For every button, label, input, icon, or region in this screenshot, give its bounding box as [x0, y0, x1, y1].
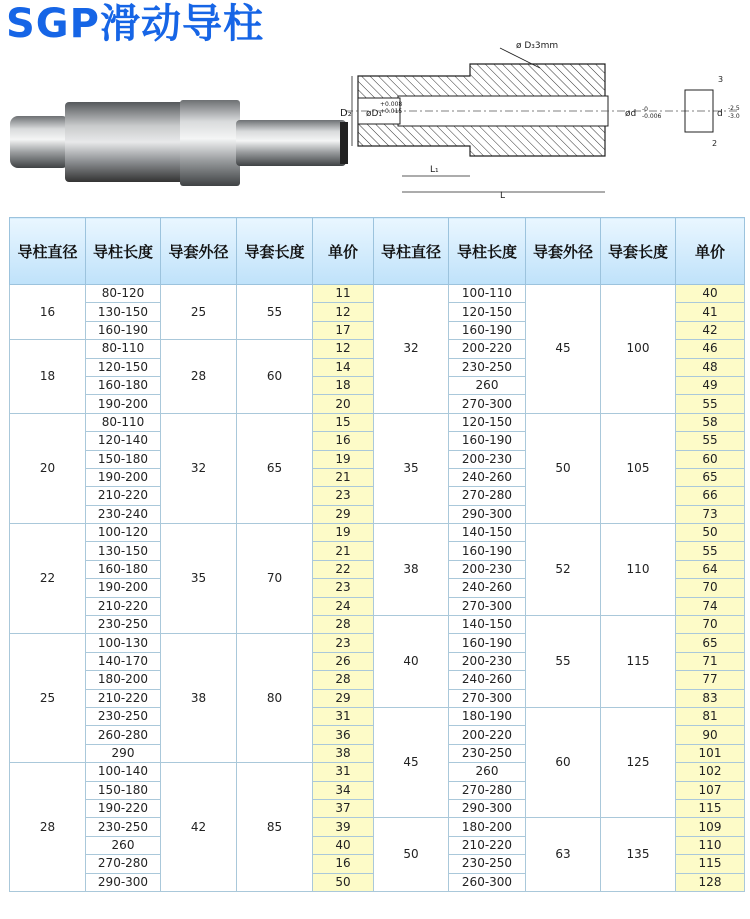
- unit-price-cell: 64: [676, 560, 745, 578]
- unit-price-cell: 101: [676, 744, 745, 762]
- pillar-length-cell: 260: [449, 376, 526, 394]
- sleeve-outer-diameter-cell: 55: [526, 616, 601, 708]
- unit-price-cell: 77: [676, 671, 745, 689]
- sleeve-length-cell: 65: [237, 413, 313, 523]
- d3-label: ø D₃3mm: [516, 41, 559, 51]
- pillar-length-cell: 160-190: [449, 321, 526, 339]
- pillar-length-cell: 190-200: [86, 395, 161, 413]
- unit-price-cell: 12: [313, 303, 374, 321]
- unit-price-cell: 60: [676, 450, 745, 468]
- table-row: [10, 285, 745, 303]
- sleeve-outer-diameter-cell: 28: [161, 340, 237, 414]
- unit-price-cell: 74: [676, 597, 745, 615]
- pillar-length-cell: 160-190: [449, 634, 526, 652]
- d-right-tol-upper: -2.5: [728, 105, 740, 112]
- col-header: 导套外径: [526, 218, 601, 285]
- unit-price-cell: 40: [313, 836, 374, 854]
- unit-price-cell: 48: [676, 358, 745, 376]
- pillar-length-cell: 290-300: [86, 873, 161, 891]
- pillar-length-cell: 100-130: [86, 634, 161, 652]
- unit-price-cell: 50: [313, 873, 374, 891]
- unit-price-cell: 41: [676, 303, 745, 321]
- table-row: [10, 413, 745, 431]
- d-tol-lower: -0.006: [642, 113, 662, 120]
- unit-price-cell: 23: [313, 579, 374, 597]
- unit-price-cell: 28: [313, 616, 374, 634]
- dim-2: 2: [712, 139, 718, 148]
- unit-price-cell: 16: [313, 432, 374, 450]
- pillar-length-cell: 260-300: [449, 873, 526, 891]
- table-row: [10, 818, 745, 836]
- unit-price-cell: 55: [676, 395, 745, 413]
- pillar-length-cell: 260: [86, 836, 161, 854]
- pillar-length-cell: 160-180: [86, 560, 161, 578]
- pillar-length-cell: 130-150: [86, 542, 161, 560]
- unit-price-cell: 16: [313, 855, 374, 873]
- pillar-length-cell: 120-150: [449, 413, 526, 431]
- pillar-diameter-cell: 20: [10, 413, 86, 523]
- col-header: 单价: [313, 218, 374, 285]
- table-row: [10, 707, 745, 725]
- pillar-length-cell: 200-220: [449, 726, 526, 744]
- pillar-diameter-cell: 16: [10, 285, 86, 340]
- pillar-length-cell: 260: [449, 763, 526, 781]
- pillar-length-cell: 120-150: [449, 303, 526, 321]
- unit-price-cell: 40: [676, 285, 745, 303]
- unit-price-cell: 18: [313, 376, 374, 394]
- sleeve-outer-diameter-cell: 38: [161, 634, 237, 763]
- unit-price-cell: 15: [313, 413, 374, 431]
- pillar-length-cell: 120-150: [86, 358, 161, 376]
- pillar-length-cell: 200-230: [449, 560, 526, 578]
- unit-price-cell: 39: [313, 818, 374, 836]
- unit-price-cell: 65: [676, 634, 745, 652]
- sleeve-outer-diameter-cell: 42: [161, 763, 237, 892]
- pillar-length-cell: 100-120: [86, 524, 161, 542]
- pillar-length-cell: 160-180: [86, 376, 161, 394]
- unit-price-cell: 31: [313, 707, 374, 725]
- sleeve-length-cell: 55: [237, 285, 313, 340]
- unit-price-cell: 73: [676, 505, 745, 523]
- sleeve-length-cell: 110: [601, 524, 676, 616]
- pillar-length-cell: 230-250: [449, 855, 526, 873]
- sleeve-outer-diameter-cell: 50: [526, 413, 601, 523]
- pillar-length-cell: 230-250: [449, 358, 526, 376]
- col-header: 导柱直径: [10, 218, 86, 285]
- unit-price-cell: 115: [676, 799, 745, 817]
- unit-price-cell: 55: [676, 432, 745, 450]
- unit-price-cell: 29: [313, 689, 374, 707]
- unit-price-cell: 26: [313, 652, 374, 670]
- unit-price-cell: 128: [676, 873, 745, 891]
- d1-tol-lower: +0.015: [380, 108, 403, 115]
- pillar-diameter-cell: 50: [374, 818, 449, 892]
- d-right-tol-lower: -3.0: [728, 113, 740, 120]
- unit-price-cell: 109: [676, 818, 745, 836]
- pillar-length-cell: 270-280: [86, 855, 161, 873]
- dim-3: 3: [718, 75, 724, 84]
- unit-price-cell: 38: [313, 744, 374, 762]
- sleeve-length-cell: 105: [601, 413, 676, 523]
- pillar-diameter-cell: 32: [374, 285, 449, 414]
- unit-price-cell: 23: [313, 634, 374, 652]
- pillar-length-cell: 160-190: [449, 542, 526, 560]
- unit-price-cell: 29: [313, 505, 374, 523]
- unit-price-cell: 81: [676, 707, 745, 725]
- sleeve-outer-diameter-cell: 45: [526, 285, 601, 414]
- page-title: SGP滑动导柱: [6, 1, 264, 47]
- unit-price-cell: 58: [676, 413, 745, 431]
- table-header-row: [10, 218, 745, 285]
- pillar-length-cell: 230-250: [86, 616, 161, 634]
- sleeve-length-cell: 135: [601, 818, 676, 892]
- pillar-diameter-cell: 28: [10, 763, 86, 892]
- pillar-length-cell: 200-230: [449, 450, 526, 468]
- unit-price-cell: 19: [313, 524, 374, 542]
- spec-table: [9, 217, 745, 892]
- col-header: 导套长度: [237, 218, 313, 285]
- guide-pillar-photo: [0, 92, 350, 192]
- unit-price-cell: 70: [676, 579, 745, 597]
- d1-label: øD₁: [366, 109, 383, 119]
- pillar-length-cell: 120-140: [86, 432, 161, 450]
- table-body: [10, 285, 745, 892]
- unit-price-cell: 20: [313, 395, 374, 413]
- pillar-length-cell: 270-300: [449, 395, 526, 413]
- pillar-diameter-cell: 18: [10, 340, 86, 414]
- pillar-length-cell: 190-200: [86, 579, 161, 597]
- d-right-label: d: [717, 109, 723, 119]
- pillar-length-cell: 100-110: [449, 285, 526, 303]
- d-label: ød: [625, 109, 637, 119]
- unit-price-cell: 110: [676, 836, 745, 854]
- l1-label: L₁: [430, 165, 439, 175]
- technical-drawing: [340, 38, 750, 208]
- pillar-length-cell: 210-220: [86, 689, 161, 707]
- sleeve-outer-diameter-cell: 35: [161, 524, 237, 634]
- pillar-length-cell: 240-260: [449, 468, 526, 486]
- pillar-diameter-cell: 40: [374, 616, 449, 708]
- pillar-length-cell: 140-150: [449, 524, 526, 542]
- pillar-diameter-cell: 25: [10, 634, 86, 763]
- d-tol-upper: -0: [642, 106, 648, 113]
- unit-price-cell: 21: [313, 468, 374, 486]
- unit-price-cell: 107: [676, 781, 745, 799]
- pillar-length-cell: 230-250: [449, 744, 526, 762]
- unit-price-cell: 102: [676, 763, 745, 781]
- sleeve-length-cell: 100: [601, 285, 676, 414]
- unit-price-cell: 31: [313, 763, 374, 781]
- unit-price-cell: 50: [676, 524, 745, 542]
- table-row: [10, 524, 745, 542]
- pillar-length-cell: 160-190: [86, 321, 161, 339]
- pillar-length-cell: 130-150: [86, 303, 161, 321]
- pillar-length-cell: 290-300: [449, 799, 526, 817]
- col-header: 导套长度: [601, 218, 676, 285]
- pillar-length-cell: 200-230: [449, 652, 526, 670]
- col-header: 导柱直径: [374, 218, 449, 285]
- col-header: 导柱长度: [449, 218, 526, 285]
- sleeve-outer-diameter-cell: 60: [526, 707, 601, 817]
- sleeve-outer-diameter-cell: 32: [161, 413, 237, 523]
- sleeve-length-cell: 85: [237, 763, 313, 892]
- pillar-length-cell: 150-180: [86, 781, 161, 799]
- unit-price-cell: 65: [676, 468, 745, 486]
- pillar-length-cell: 210-220: [86, 597, 161, 615]
- pillar-length-cell: 270-280: [449, 781, 526, 799]
- pillar-length-cell: 210-220: [86, 487, 161, 505]
- pillar-length-cell: 190-200: [86, 468, 161, 486]
- sleeve-outer-diameter-cell: 25: [161, 285, 237, 340]
- sleeve-length-cell: 70: [237, 524, 313, 634]
- pillar-diameter-cell: 22: [10, 524, 86, 634]
- pillar-length-cell: 240-260: [449, 671, 526, 689]
- unit-price-cell: 42: [676, 321, 745, 339]
- sleeve-length-cell: 80: [237, 634, 313, 763]
- col-header: 单价: [676, 218, 745, 285]
- unit-price-cell: 28: [313, 671, 374, 689]
- unit-price-cell: 66: [676, 487, 745, 505]
- pillar-diameter-cell: 38: [374, 524, 449, 616]
- pillar-length-cell: 80-110: [86, 340, 161, 358]
- unit-price-cell: 83: [676, 689, 745, 707]
- unit-price-cell: 24: [313, 597, 374, 615]
- unit-price-cell: 70: [676, 616, 745, 634]
- pillar-length-cell: 240-260: [449, 579, 526, 597]
- pillar-length-cell: 100-140: [86, 763, 161, 781]
- pillar-length-cell: 180-190: [449, 707, 526, 725]
- unit-price-cell: 34: [313, 781, 374, 799]
- pillar-length-cell: 80-110: [86, 413, 161, 431]
- pillar-length-cell: 210-220: [449, 836, 526, 854]
- pillar-length-cell: 230-250: [86, 707, 161, 725]
- d1-tol-upper: +0.008: [380, 101, 403, 108]
- pillar-length-cell: 260-280: [86, 726, 161, 744]
- col-header: 导套外径: [161, 218, 237, 285]
- col-header: 导柱长度: [86, 218, 161, 285]
- pillar-length-cell: 160-190: [449, 432, 526, 450]
- pillar-length-cell: 140-150: [449, 616, 526, 634]
- unit-price-cell: 49: [676, 376, 745, 394]
- sleeve-length-cell: 60: [237, 340, 313, 414]
- pillar-diameter-cell: 35: [374, 413, 449, 523]
- unit-price-cell: 90: [676, 726, 745, 744]
- pillar-length-cell: 290-300: [449, 505, 526, 523]
- pillar-length-cell: 180-200: [86, 671, 161, 689]
- sleeve-outer-diameter-cell: 63: [526, 818, 601, 892]
- unit-price-cell: 22: [313, 560, 374, 578]
- unit-price-cell: 21: [313, 542, 374, 560]
- pillar-length-cell: 140-170: [86, 652, 161, 670]
- unit-price-cell: 12: [313, 340, 374, 358]
- pillar-length-cell: 230-240: [86, 505, 161, 523]
- unit-price-cell: 71: [676, 652, 745, 670]
- unit-price-cell: 19: [313, 450, 374, 468]
- sleeve-length-cell: 115: [601, 616, 676, 708]
- unit-price-cell: 36: [313, 726, 374, 744]
- sleeve-outer-diameter-cell: 52: [526, 524, 601, 616]
- unit-price-cell: 11: [313, 285, 374, 303]
- pillar-length-cell: 270-280: [449, 487, 526, 505]
- unit-price-cell: 17: [313, 321, 374, 339]
- pillar-length-cell: 190-220: [86, 799, 161, 817]
- unit-price-cell: 23: [313, 487, 374, 505]
- pillar-length-cell: 180-200: [449, 818, 526, 836]
- unit-price-cell: 37: [313, 799, 374, 817]
- pillar-length-cell: 270-300: [449, 689, 526, 707]
- pillar-length-cell: 200-220: [449, 340, 526, 358]
- sleeve-length-cell: 125: [601, 707, 676, 817]
- unit-price-cell: 55: [676, 542, 745, 560]
- pillar-diameter-cell: 45: [374, 707, 449, 817]
- pillar-length-cell: 150-180: [86, 450, 161, 468]
- pillar-length-cell: 230-250: [86, 818, 161, 836]
- pillar-length-cell: 80-120: [86, 285, 161, 303]
- unit-price-cell: 14: [313, 358, 374, 376]
- l-label: L: [500, 191, 506, 201]
- unit-price-cell: 46: [676, 340, 745, 358]
- table-row: [10, 616, 745, 634]
- unit-price-cell: 115: [676, 855, 745, 873]
- pillar-length-cell: 270-300: [449, 597, 526, 615]
- pillar-length-cell: 290: [86, 744, 161, 762]
- d2-label: D₂: [340, 108, 352, 119]
